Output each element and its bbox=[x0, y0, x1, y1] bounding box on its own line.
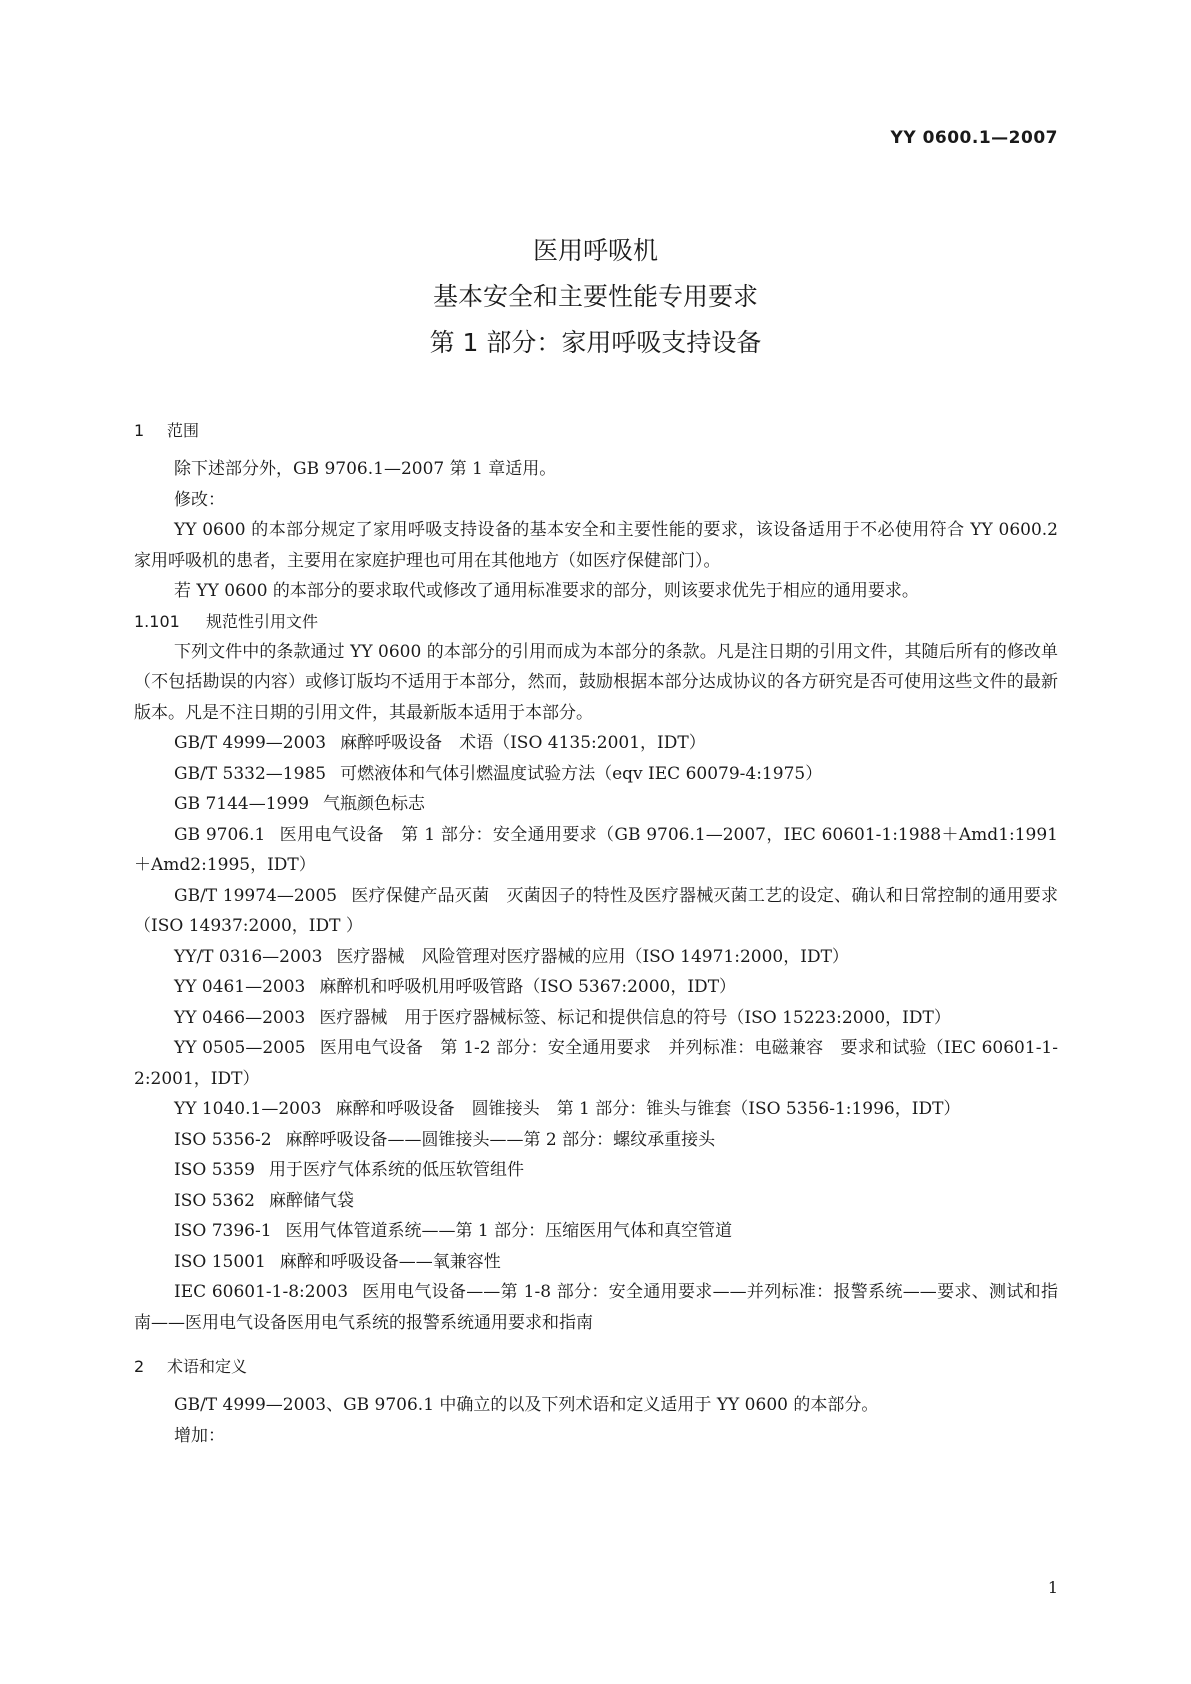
paragraph: 增加： bbox=[174, 1425, 225, 1446]
title-line-2: 基本安全和主要性能专用要求 bbox=[432, 282, 758, 311]
reference-entry bbox=[134, 881, 1058, 942]
section-number: 1.101 bbox=[134, 611, 180, 631]
reference-title: 麻醉储气袋 bbox=[268, 1190, 354, 1211]
reference-entry bbox=[134, 1033, 1058, 1094]
reference-code: GB/T 5332—1985 bbox=[174, 763, 327, 784]
paragraph: 若 YY 0600 的本部分的要求取代或修改了通用标准要求的部分，则该要求优先于相应的通用要求。 bbox=[174, 581, 919, 601]
reference-title: 医用气体管道系统——第 1 部分：压缩医用气体和真空管道 bbox=[285, 1221, 733, 1241]
paragraph: 除下述部分外，GB 9706.1—2007 第 1 章适用。 bbox=[174, 459, 557, 479]
section-1-heading bbox=[134, 414, 1058, 448]
reference-code: YY 0461—2003 bbox=[174, 977, 306, 997]
reference-title: 麻醉机和呼吸机用呼吸管路（ISO 5367:2000，IDT） bbox=[319, 977, 737, 997]
reference-code: YY/T 0316—2003 bbox=[174, 946, 323, 967]
reference-code: YY 0505—2005 bbox=[174, 1038, 306, 1058]
reference-entry bbox=[134, 1094, 1058, 1125]
title-line-3: 第 1 部分：家用呼吸支持设备 bbox=[429, 328, 762, 357]
reference-entry bbox=[134, 1155, 1058, 1186]
reference-title: 麻醉和呼吸设备——氧兼容性 bbox=[279, 1251, 501, 1272]
reference-title: 麻醉呼吸设备——圆锥接头——第 2 部分：螺纹承重接头 bbox=[285, 1129, 716, 1150]
reference-list bbox=[134, 728, 1058, 1338]
reference-title: 医疗器械 风险管理对医疗器械的应用（ISO 14971:2000，IDT） bbox=[336, 946, 849, 967]
reference-code: ISO 5359 bbox=[174, 1160, 255, 1180]
reference-code: YY 0466—2003 bbox=[174, 1007, 306, 1028]
paragraph: GB/T 4999—2003、GB 9706.1 中确立的以及下列术语和定义适用于 YY 0600 的本部分。 bbox=[174, 1395, 879, 1415]
reference-entry bbox=[134, 1216, 1058, 1247]
reference-entry bbox=[134, 728, 1058, 759]
reference-title: 医用电气设备 第 1 部分：安全通用要求（GB 9706.1—2007，IEC 60601-1:1988＋Amd1:1991＋Amd2:1995，IDT） bbox=[134, 824, 1058, 875]
page-number: 1 bbox=[1047, 1578, 1058, 1597]
reference-title: 可燃液体和气体引燃温度试验方法（eqv IEC 60079-4:1975） bbox=[340, 763, 823, 784]
reference-title: 医用电气设备——第 1-8 部分：安全通用要求——并列标准：报警系统——要求、测试和指南——医用电气设备医用电气系统的报警系统通用要求和指南 bbox=[134, 1282, 1058, 1333]
reference-title: 麻醉呼吸设备 术语（ISO 4135:2001，IDT） bbox=[340, 733, 706, 753]
reference-code: ISO 5356-2 bbox=[174, 1129, 272, 1150]
paragraph: 修改： bbox=[174, 489, 225, 510]
document-title bbox=[0, 228, 1191, 366]
reference-title: 气瓶颜色标志 bbox=[323, 794, 426, 814]
reference-entry bbox=[134, 942, 1058, 973]
section-title: 规范性引用文件 bbox=[206, 611, 319, 631]
reference-code: ISO 5362 bbox=[174, 1190, 255, 1211]
reference-code: YY 1040.1—2003 bbox=[174, 1099, 322, 1119]
section-2-heading bbox=[134, 1350, 1058, 1384]
title-line-1: 医用呼吸机 bbox=[532, 236, 658, 265]
reference-entry bbox=[134, 1277, 1058, 1338]
section-title: 范围 bbox=[167, 421, 200, 440]
reference-title: 医用电气设备 第 1-2 部分：安全通用要求 并列标准：电磁兼容 要求和试验（IEC 60601-1-2:2001，IDT） bbox=[134, 1038, 1058, 1089]
reference-entry bbox=[134, 972, 1058, 1003]
reference-code: GB/T 19974—2005 bbox=[174, 885, 338, 906]
reference-entry bbox=[134, 789, 1058, 820]
reference-code: GB/T 4999—2003 bbox=[174, 733, 327, 753]
reference-code: GB 7144—1999 bbox=[174, 794, 310, 814]
section-number: 2 bbox=[134, 1357, 145, 1376]
reference-title: 用于医疗气体系统的低压软管组件 bbox=[268, 1160, 524, 1180]
reference-entry bbox=[134, 1125, 1058, 1156]
reference-entry bbox=[134, 1003, 1058, 1034]
reference-entry bbox=[134, 1247, 1058, 1278]
paragraph: YY 0600 的本部分规定了家用呼吸支持设备的基本安全和主要性能的要求，该设备适用于不必使用符合 YY 0600.2 家用呼吸机的患者，主要用在家庭护理也可用在其他地方（如医疗保健部门）。 bbox=[134, 520, 1058, 571]
reference-code: ISO 15001 bbox=[174, 1251, 266, 1272]
references-intro: 下列文件中的条款通过 YY 0600 的本部分的引用而成为本部分的条款。凡是注日期的引用文件，其随后所有的修改单（不包括勘误的内容）或修订版均不适用于本部分，然而，鼓励根据本部分达成协议的各方研究是否可使用这些文件的最新版本。凡是不注日期的引用文件，其最新版本适用于本部分。 bbox=[134, 641, 1058, 723]
reference-title: 医疗保健产品灭菌 灭菌因子的特性及医疗器械灭菌工艺的设定、确认和日常控制的通用要求（ISO 14937:2000，IDT ） bbox=[134, 885, 1059, 936]
reference-entry bbox=[134, 759, 1058, 790]
reference-code: IEC 60601-1-8:2003 bbox=[174, 1282, 349, 1302]
section-1-101-heading bbox=[134, 607, 1058, 637]
reference-code: ISO 7396-1 bbox=[174, 1221, 272, 1241]
reference-entry bbox=[134, 820, 1058, 881]
reference-entry bbox=[134, 1186, 1058, 1217]
reference-code: GB 9706.1 bbox=[174, 824, 266, 845]
section-number: 1 bbox=[134, 421, 145, 440]
document-body bbox=[134, 414, 1058, 1451]
reference-title: 医疗器械 用于医疗器械标签、标记和提供信息的符号（ISO 15223:2000，IDT） bbox=[319, 1007, 951, 1028]
standard-code: YY 0600.1—2007 bbox=[890, 128, 1058, 148]
section-title: 术语和定义 bbox=[167, 1357, 248, 1376]
reference-title: 麻醉和呼吸设备 圆锥接头 第 1 部分：锥头与锥套（ISO 5356-1:1996，IDT） bbox=[335, 1099, 961, 1119]
